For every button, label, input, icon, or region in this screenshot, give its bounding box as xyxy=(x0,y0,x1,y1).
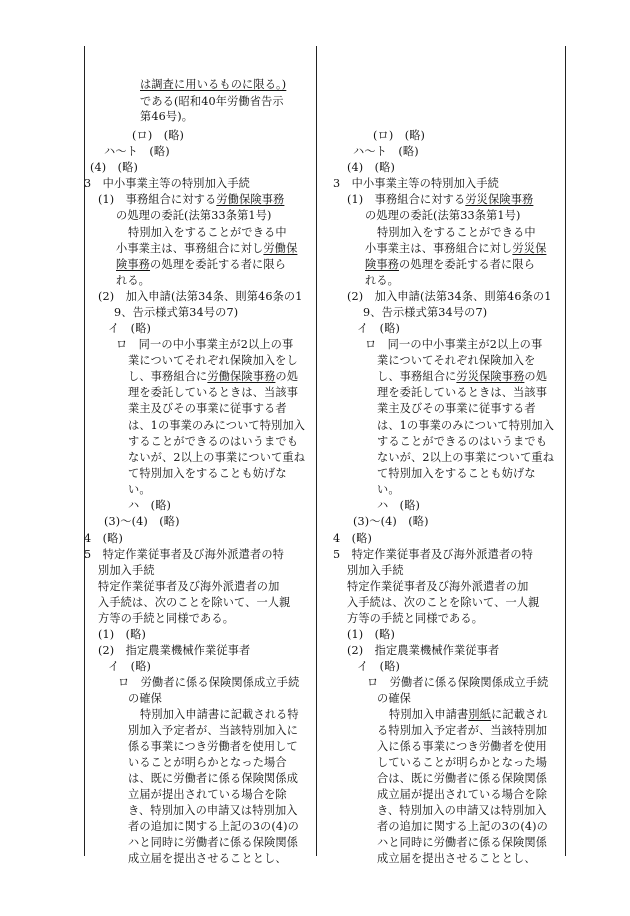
left-text-line xyxy=(128,435,298,449)
text-segment: (ロ) (略) xyxy=(373,129,426,142)
text-segment: 特別加入申請書 xyxy=(389,708,469,721)
left-text-line xyxy=(98,564,155,578)
left-text-line xyxy=(98,596,291,610)
left-text-line xyxy=(104,145,170,159)
underlined-amendment: 労災保 xyxy=(512,242,547,255)
text-segment: い。 xyxy=(377,483,400,496)
text-segment: 業主及びその事業に従事する者 xyxy=(377,402,536,415)
text-segment: 3 中小事業主等の特別加入手続 xyxy=(333,177,499,190)
left-text-line xyxy=(128,402,287,416)
underlined-amendment: 労災保険事務 xyxy=(465,193,534,206)
text-segment: することができるのはいうまでも xyxy=(128,435,299,448)
left-text-line xyxy=(84,177,250,191)
text-segment: (3)〜(4) (略) xyxy=(353,515,429,528)
right-text-line xyxy=(377,820,548,834)
right-text-line xyxy=(357,322,400,336)
text-segment: 5 特定作業従事者及び海外派遣者の特 xyxy=(84,548,285,561)
text-segment: 特別加入申請書に記載される特 xyxy=(140,708,299,721)
right-text-line xyxy=(373,129,425,143)
text-segment: (3)〜(4) (略) xyxy=(104,515,180,528)
column-border-center xyxy=(316,46,317,856)
left-text-line xyxy=(140,95,284,109)
right-text-line xyxy=(377,402,536,416)
text-segment: ハ〜ト (略) xyxy=(353,145,419,158)
right-text-line xyxy=(377,804,547,818)
left-text-line xyxy=(116,338,293,352)
right-text-line xyxy=(377,772,547,786)
text-segment: 5 特定作業従事者及び海外派遣者の特 xyxy=(333,548,534,561)
left-text-line xyxy=(84,532,123,546)
right-text-line xyxy=(353,145,419,159)
left-text-line xyxy=(128,804,298,818)
underlined-amendment: 労働保険事務 xyxy=(207,370,276,383)
underlined-amendment: は調査に用いるものに限る。) xyxy=(140,78,287,91)
left-text-line xyxy=(128,370,298,384)
right-text-line xyxy=(377,756,547,770)
text-segment: 特別加入をすることができる中 xyxy=(377,226,536,239)
text-segment: 成立届が提出されている場合を除 xyxy=(377,788,548,801)
text-segment: の確保 xyxy=(377,692,412,705)
text-segment: ハと同時に労働者に係る保険関係 xyxy=(128,836,299,849)
right-text-line xyxy=(347,644,499,658)
left-text-line xyxy=(128,852,287,866)
text-segment: (2) 加入申請(法第34条、則第46条の1 xyxy=(98,290,303,303)
text-segment: 特定作業従事者及び海外派遣者の加 xyxy=(347,580,529,593)
text-segment: 小事業主は、事務組合に対し xyxy=(116,242,264,255)
text-segment: ハ (略) xyxy=(128,499,172,512)
text-segment: 特定作業従事者及び海外派遣者の加 xyxy=(98,580,280,593)
text-segment: (1) (略) xyxy=(98,628,147,641)
text-segment: て特別加入をすることも妨げな xyxy=(377,467,536,480)
text-segment: することができるのはいうまでも xyxy=(377,435,548,448)
right-text-line xyxy=(333,177,499,191)
left-text-line xyxy=(128,692,162,706)
text-segment: の処 xyxy=(275,370,299,383)
right-text-line xyxy=(365,242,546,256)
left-text-line xyxy=(140,708,299,722)
left-text-line xyxy=(140,110,193,124)
text-segment: 係る事業につき労働者を使用して xyxy=(128,740,298,753)
text-segment: 別加入予定者が、当該特別加入に xyxy=(128,724,299,737)
text-segment: 入手続は、次のことを除いて、一人親 xyxy=(98,596,291,609)
left-text-line xyxy=(128,467,287,481)
text-segment: 業についてそれぞれ保険加入を xyxy=(377,354,536,367)
text-segment: ないが、2以上の事業について重ね xyxy=(128,451,306,464)
right-text-line xyxy=(363,306,487,320)
left-text-line xyxy=(98,193,284,207)
text-segment: (4) (略) xyxy=(90,161,139,174)
text-segment: の処理の委託(法第33条第1号) xyxy=(116,209,272,222)
text-segment: 3 中小事業主等の特別加入手続 xyxy=(84,177,250,190)
text-segment: 成立届を提出させることとし、 xyxy=(128,852,287,865)
text-segment: の処 xyxy=(524,370,548,383)
text-segment: (4) (略) xyxy=(347,161,396,174)
right-text-line xyxy=(377,370,547,384)
text-segment: (2) 指定農業機械作業従事者 xyxy=(98,644,251,657)
left-text-line xyxy=(108,322,151,336)
right-text-line xyxy=(333,532,372,546)
left-text-line xyxy=(98,628,146,642)
text-segment: 入手続は、次のことを除いて、一人親 xyxy=(347,596,540,609)
right-text-line xyxy=(377,499,420,513)
left-text-line xyxy=(128,772,298,786)
text-segment: は、1の事業のみについて特別加入 xyxy=(377,419,555,432)
text-segment: 理を委託しているときは、当該事 xyxy=(128,386,299,399)
right-text-line xyxy=(347,580,528,594)
text-segment: (2) 加入申請(法第34条、則第46条の1 xyxy=(347,290,552,303)
left-text-line xyxy=(128,499,171,513)
text-segment: 業主及びその事業に従事する者 xyxy=(128,402,287,415)
column-border-right xyxy=(565,46,566,856)
text-segment: 第46号)。 xyxy=(140,110,194,123)
left-text-line xyxy=(114,306,238,320)
right-text-line xyxy=(367,676,548,690)
right-text-line xyxy=(377,836,547,850)
right-text-line xyxy=(377,788,547,802)
text-segment: は、1の事業のみについて特別加入 xyxy=(128,419,306,432)
column-border-left xyxy=(84,46,85,856)
text-segment: ロ 労働者に係る保険関係成立手続 xyxy=(118,676,300,689)
right-text-line xyxy=(377,724,547,738)
left-text-line xyxy=(98,612,234,626)
left-text-line xyxy=(84,548,284,562)
left-text-line xyxy=(116,274,150,288)
text-segment: ロ 労働者に係る保険関係成立手続 xyxy=(367,676,549,689)
left-text-line xyxy=(98,290,303,304)
underlined-amendment: 労働保 xyxy=(263,242,298,255)
text-segment: 別加入手続 xyxy=(347,564,404,577)
left-text-line xyxy=(90,161,138,175)
left-text-line xyxy=(128,226,287,240)
text-segment: 合は、既に労働者に係る保険関係 xyxy=(377,772,548,785)
right-text-line xyxy=(365,274,399,288)
text-segment: き、特別加入の申請又は特別加入 xyxy=(377,804,547,817)
right-text-line xyxy=(377,226,536,240)
text-segment: 別加入手続 xyxy=(98,564,155,577)
left-text-line xyxy=(128,820,299,834)
right-text-line xyxy=(365,209,521,223)
right-text-line xyxy=(377,740,547,754)
right-text-line xyxy=(353,515,429,529)
text-segment: イ (略) xyxy=(357,660,401,673)
text-segment: の処理を委託する者に限ら xyxy=(399,258,536,271)
right-text-line xyxy=(357,660,400,674)
text-segment: の処理の委託(法第33条第1号) xyxy=(365,209,521,222)
right-text-line xyxy=(365,258,535,272)
left-text-line xyxy=(116,242,297,256)
left-text-line xyxy=(116,209,272,223)
text-segment: ハと同時に労働者に係る保険関係 xyxy=(377,836,548,849)
right-text-line xyxy=(365,338,542,352)
text-segment: ロ 同一の中小事業主が2以上の事 xyxy=(365,338,543,351)
text-segment: いることが明らかとなった場合 xyxy=(128,756,287,769)
text-segment: 成立届を提出させることとし、 xyxy=(377,852,536,865)
right-text-line xyxy=(377,692,411,706)
text-segment: 9、告示様式第34号の7) xyxy=(114,306,239,319)
left-text-line xyxy=(128,756,287,770)
text-segment: (2) 指定農業機械作業従事者 xyxy=(347,644,500,657)
text-segment: 立届が提出されている場合を除 xyxy=(128,788,287,801)
text-segment: (1) (略) xyxy=(347,628,396,641)
left-text-line xyxy=(118,676,299,690)
text-segment: していることが明らかとなった場 xyxy=(377,756,548,769)
left-text-line xyxy=(128,483,151,497)
text-segment: い。 xyxy=(128,483,151,496)
right-text-line xyxy=(333,548,533,562)
left-text-line xyxy=(128,354,298,368)
text-segment: き、特別加入の申請又は特別加入 xyxy=(128,804,298,817)
text-segment: し、事務組合に xyxy=(377,370,457,383)
text-segment: の確保 xyxy=(128,692,163,705)
text-segment: ロ 同一の中小事業主が2以上の事 xyxy=(116,338,294,351)
text-segment: 4 (略) xyxy=(333,532,372,545)
text-segment: (1) 事務組合に対する xyxy=(98,193,217,206)
text-segment: 者の追加に関する上記の3の(4)の xyxy=(377,820,548,833)
underlined-amendment: 労災保険事務 xyxy=(456,370,525,383)
left-text-line xyxy=(128,740,298,754)
text-segment: イ (略) xyxy=(108,322,152,335)
text-segment: れる。 xyxy=(365,274,400,287)
left-text-line xyxy=(116,258,286,272)
left-text-line xyxy=(128,724,298,738)
text-segment: ハ〜ト (略) xyxy=(104,145,170,158)
right-text-line xyxy=(377,852,536,866)
left-text-line xyxy=(98,580,279,594)
text-segment: イ (略) xyxy=(357,322,401,335)
right-text-line xyxy=(347,596,540,610)
left-text-line xyxy=(140,78,286,92)
right-text-line xyxy=(377,419,554,433)
right-text-line xyxy=(347,193,533,207)
text-segment: ハ (略) xyxy=(377,499,421,512)
left-text-line xyxy=(128,836,298,850)
left-text-line xyxy=(104,515,180,529)
text-segment: の処理を委託する者に限ら xyxy=(150,258,287,271)
right-text-line xyxy=(377,354,536,368)
left-text-line xyxy=(128,419,305,433)
left-text-line xyxy=(128,386,298,400)
right-text-line xyxy=(347,161,395,175)
text-segment: は、既に労働者に係る保険関係成 xyxy=(128,772,299,785)
right-text-line xyxy=(389,708,548,722)
text-segment: である(昭和40年労働省告示 xyxy=(140,95,284,108)
text-segment: 業についてそれぞれ保険加入をし xyxy=(128,354,298,367)
text-segment: (1) 事務組合に対する xyxy=(347,193,466,206)
underlined-amendment: 険事務 xyxy=(365,258,400,271)
left-text-line xyxy=(132,129,184,143)
left-text-line xyxy=(98,644,250,658)
text-segment: 入に係る事業につき労働者を使用 xyxy=(377,740,547,753)
text-segment: 4 (略) xyxy=(84,532,123,545)
text-segment: て特別加入をすることも妨げな xyxy=(128,467,287,480)
underlined-amendment: 険事務 xyxy=(116,258,151,271)
right-text-line xyxy=(377,467,536,481)
right-text-line xyxy=(377,435,547,449)
right-text-line xyxy=(377,483,400,497)
text-segment: ないが、2以上の事業について重ね xyxy=(377,451,555,464)
text-segment: 者の追加に関する上記の3の(4)の xyxy=(128,820,299,833)
underlined-amendment: 労働保険事務 xyxy=(216,193,285,206)
text-segment: 9、告示様式第34号の7) xyxy=(363,306,488,319)
right-text-line xyxy=(347,628,395,642)
text-segment: イ (略) xyxy=(108,660,152,673)
right-text-line xyxy=(377,451,554,465)
text-segment: 方等の手続と同様である。 xyxy=(347,612,484,625)
text-segment: 特別加入をすることができる中 xyxy=(128,226,287,239)
text-segment: 小事業主は、事務組合に対し xyxy=(365,242,513,255)
text-segment: (ロ) (略) xyxy=(132,129,185,142)
text-segment: る特別加入予定者が、当該特別加 xyxy=(377,724,548,737)
right-text-line xyxy=(347,564,404,578)
text-segment: し、事務組合に xyxy=(128,370,208,383)
text-segment: 方等の手続と同様である。 xyxy=(98,612,235,625)
underlined-amendment: 別紙 xyxy=(468,708,492,721)
text-segment: れる。 xyxy=(116,274,151,287)
left-text-line xyxy=(108,660,151,674)
right-text-line xyxy=(347,290,552,304)
right-text-line xyxy=(347,612,483,626)
right-text-line xyxy=(377,386,547,400)
left-text-line xyxy=(128,788,287,802)
text-segment: に記載され xyxy=(491,708,548,721)
text-segment: 理を委託しているときは、当該事 xyxy=(377,386,548,399)
left-text-line xyxy=(128,451,305,465)
